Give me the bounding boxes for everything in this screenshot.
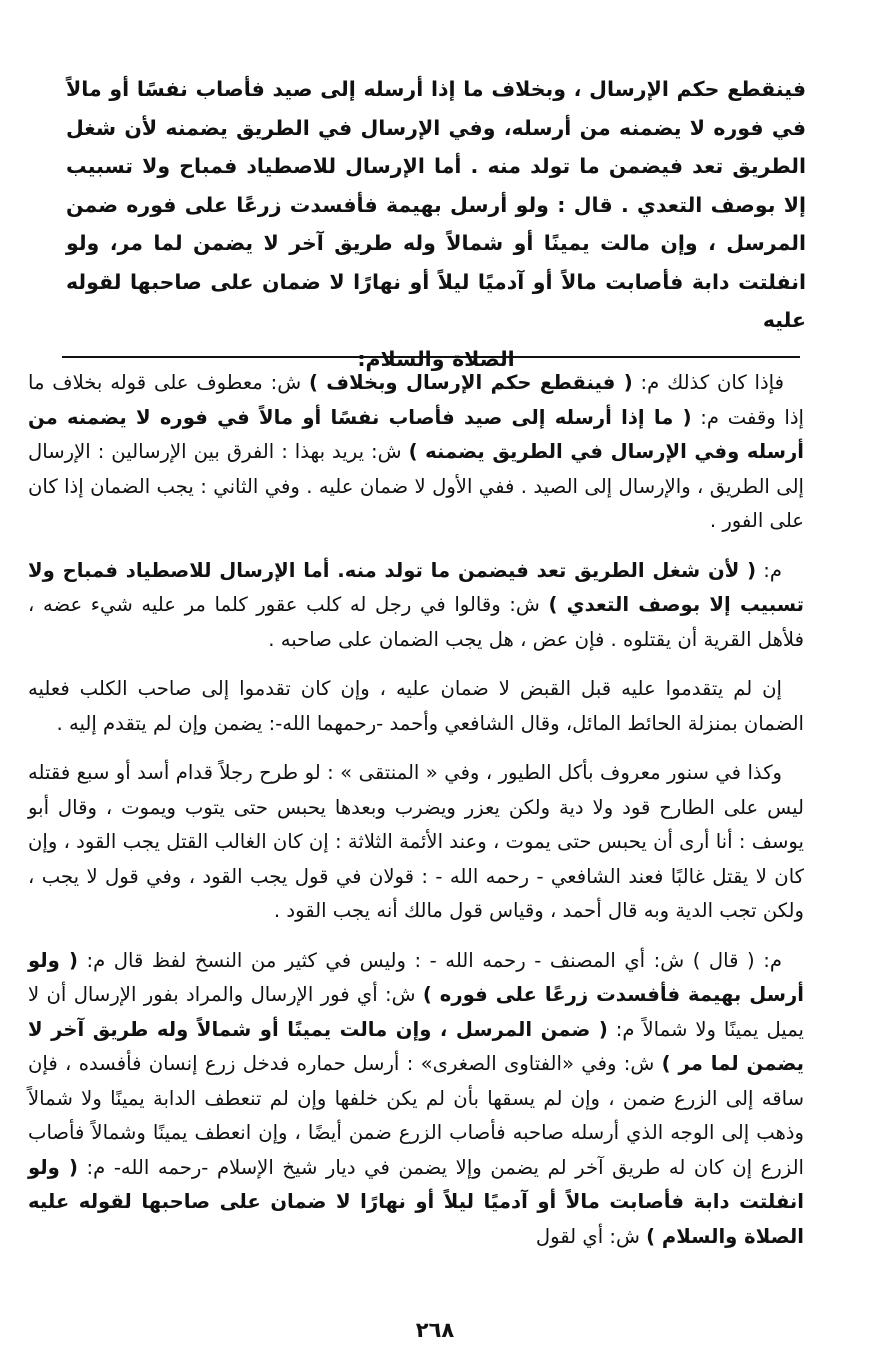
commentary-text: ش: وقالوا في رجل له كلب عقور كلما مر عليه شيء عضه ، فلأهل القرية أن يقتلوه . فإن عض ، هل يجب الضمان على صاحبه . xyxy=(28,593,804,651)
quoted-matn: ( ضمن المرسل ، وإن مالت يمينًا أو شمالاً وله طريق آخر لا يضمن لما مر ) xyxy=(28,1017,804,1075)
quoted-matn: ( ولو أرسل بهيمة فأفسدت زرعًا على فوره ) xyxy=(28,948,804,1006)
commentary-text: م: ( قال ) ش: أي المصنف - رحمه الله - : وليس في كثير من النسخ لفظ قال م: xyxy=(77,948,782,972)
commentary-text: ش: وفي «الفتاوى الصغرى» : أرسل حماره فدخل زرع إنسان فأفسده ، فإن ساقه إلى الزرع ضمن ، وإن لم يسقها بأن لم يكن خلفها وإن لم تنعطف الدابة يمينًا ولا شمالاً وذهب إلى الوجه الذي أرسله صاحبه فأصاب الزرع ضمن أيضًا ، وإن انعطف يمينًا وشمالاً فأصاب الزرع إن كان له طريق آخر لم يضمن وإلا يضمن في ديار شيخ الإسلام -رحمه الله- م: xyxy=(28,1052,804,1179)
commentary-text: م: xyxy=(756,558,783,582)
commentary-paragraph-2 xyxy=(28,554,804,658)
commentary-text: ش: يريد بهذا : الفرق بين الإرسالين : الإرسال إلى الطريق ، والإرسال إلى الصيد . ففي الأول لا ضمان عليه . وفي الثاني : يجب الضمان إذا كان على الفور . xyxy=(28,440,804,532)
main-text-ending: الصلاة والسلام: xyxy=(357,346,515,371)
commentary-paragraph-3: إن لم يتقدموا عليه قبل القبض لا ضمان عليه ، وإن كان تقدموا إلى صاحب الكلب فعليه الضمان بمنزلة الحائط المائل، وقال الشافعي وأحمد -رحمهما الله-: يضمن وإن لم يتقدم إليه . xyxy=(28,677,804,735)
quoted-matn: ( لأن شغل الطريق تعد فيضمن ما تولد منه. أما الإرسال للاصطياد فمباح ولا تسبيب إلا بوصف التعدي ) xyxy=(28,558,804,616)
main-text-block xyxy=(66,70,806,378)
commentary-text: ش: أي فور الإرسال والمراد بفور الإرسال أن لا يميل يمينًا ولا شمالاً م: xyxy=(28,983,804,1041)
quoted-matn: ( ما إذا أرسله إلى صيد فأصاب نفسًا أو مالاً في فوره لا يضمنه من أرسله وفي الإرسال في الطريق يضمنه ) xyxy=(28,405,804,463)
page-number: ٢٦٨ xyxy=(415,1318,455,1342)
section-divider xyxy=(62,356,800,358)
commentary-block xyxy=(28,366,804,1269)
commentary-paragraph-4: وكذا في سنور معروف بأكل الطيور ، وفي « المنتقى » : لو طرح رجلاً قدام أسد أو سبع فقتله ليس على الطارح قود ولا دية ولكن يعزر ويضرب وبعدها يحبس حتى يتوب ويموت ، وقال أبو يوسف : أنا أرى أن يحبس حتى يموت ، وعند الأئمة الثلاثة : إن كان الغالب القتل يجب القود ، وإن كان لا يقتل غالبًا فعند الشافعي - رحمه الله - : قولان في قول يجب القود ، وفي قول لا يجب ، ولكن تجب الدية وبه قال أحمد ، وقياس قول مالك أنه يجب القود . xyxy=(28,761,804,922)
commentary-text: ش: معطوف على قوله بخلاف ما إذا وقفت م: xyxy=(28,371,804,429)
quoted-matn: ( ولو انفلتت دابة فأصابت مالاً أو آدميًا ليلاً أو نهارًا لا ضمان على صاحبها لقوله عليه الصلاة والسلام ) xyxy=(28,1155,804,1248)
quoted-matn: ( فينقطع حكم الإرسال وبخلاف ) xyxy=(308,371,633,394)
commentary-paragraph-5 xyxy=(28,944,804,1255)
commentary-text: ش: أي لقول xyxy=(535,1224,647,1248)
commentary-text: فإذا كان كذلك م: xyxy=(632,371,785,394)
commentary-paragraph-1 xyxy=(28,366,804,539)
main-text-body: فينقطع حكم الإرسال ، وبخلاف ما إذا أرسله إلى صيد فأصاب نفسًا أو مالاً في فوره لا يضمنه من أرسله، وفي الإرسال في الطريق يضمنه لأن شغل الطريق تعد فيضمن ما تولد منه . أما الإرسال للاصطياد فمباح ولا تسبيب إلا بوصف التعدي . قال : ولو أرسل بهيمة فأفسدت زرعًا على فوره ضمن المرسل ، وإن مالت يمينًا أو شمالاً وله طريق آخر لا يضمن لما مر، ولو انفلتت دابة فأصابت مالاً أو آدميًا ليلاً أو نهارًا لا ضمان على صاحبها لقوله عليه xyxy=(66,77,806,332)
